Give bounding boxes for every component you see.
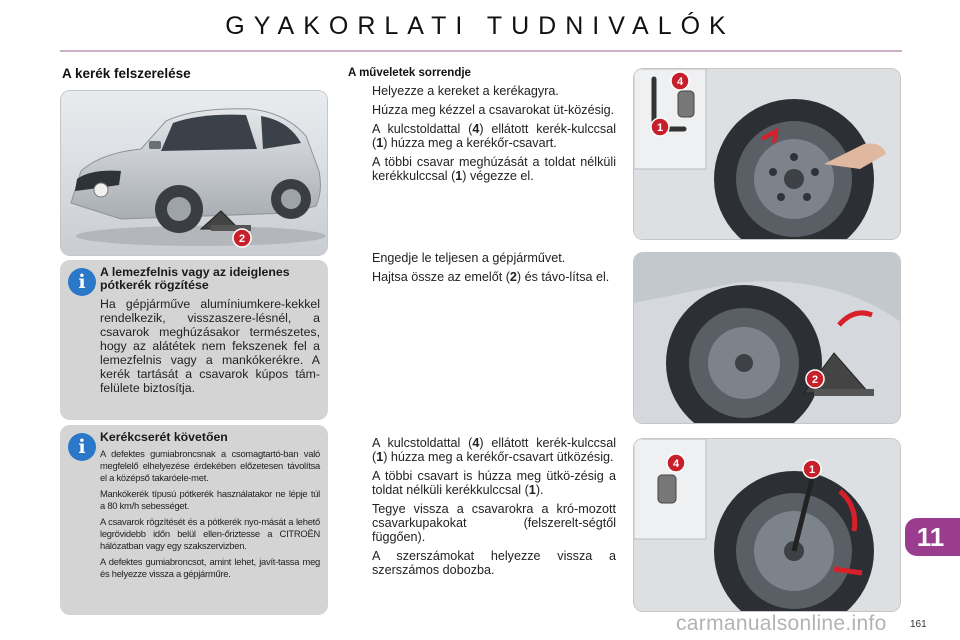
info-box-title: A lemezfelnis vagy az ideiglenes pótkerék rögzítése [100,265,290,292]
svg-text:1: 1 [808,464,816,476]
step-item: A kulcstoldattal (4) ellátott kerék-kulccsal (1) húzza meg a kerékőr-csavart. [372,122,617,150]
steps-title: A műveletek sorrendje [348,67,471,79]
step-item: Hajtsa össze az emelőt (2) és távo-lítsa el. [372,270,610,284]
info-icon: i [68,433,96,461]
svg-text:4: 4 [676,76,684,88]
chapter-tab: 11 [905,518,960,556]
jack-lowering-photo [633,252,901,424]
step-item: A többi csavar meghúzását a toldat nélküli kerékkulccsal (1) végezze el. [372,155,616,183]
step-item: Helyezze a kereket a kerékagyra. [372,84,559,98]
car-jack-photo [60,90,328,256]
svg-text:2: 2 [811,374,819,386]
info-paragraph: A csavarok rögzítését és a pótkerék nyo-mását a lehető legrövidebb időn belül ellen-őriztesse a CITROËN hálózatban vagy egy szakszervizben. [100,516,320,551]
step-item: A szerszámokat helyezze vissza a szerszámos dobozba. [372,549,616,577]
step-item: Tegye vissza a csavarokra a kró-mozott csavarkupakokat (felszerelt-ségtől függően). [372,502,616,544]
wheel-tighten-photo [633,68,901,240]
svg-text:2: 2 [238,233,246,245]
info-box-title: Kerékcserét követően [100,430,228,444]
info-box-after-wheel-change [60,425,328,615]
info-paragraph: A defektes gumiabroncsot, amint lehet, javít-tassa meg és helyezze vissza a gépjárműre. [100,556,320,579]
svg-text:1: 1 [656,122,664,134]
step-item: A többi csavart is húzza meg ütkö-zésig a toldat nélküli kerékkulccsal (1). [372,469,616,497]
header-divider [60,50,902,52]
callout-1-badge [651,118,669,136]
info-paragraph: A defektes gumiabroncsnak a csomagtartó-ban való megfelelő elhelyezése érdekében előzetesen távolítsa el a középső takaróele-met. [100,448,320,483]
step-item: A kulcstoldattal (4) ellátott kerék-kulccsal (1) húzza meg a kerékőr-csavart ütközésig. [372,436,617,464]
step-item: Engedje le teljesen a gépjárművet. [372,251,566,265]
section-title: A kerék felszerelése [62,66,191,81]
step-item: Húzza meg kézzel a csavarokat üt-közésig. [372,103,615,117]
wheel-final-tighten-photo [633,438,901,612]
info-paragraph: Mankókerék típusú pótkerék használatakor ne lépje túl a 80 km/h sebességet. [100,488,320,511]
watermark: carmanualsonline.info [676,612,887,635]
info-box-text: Ha gépjárműve alumíniumkere-kekkel rendelkezik, visszaszere-lésnél, a csavarok meghúzásakor természetes, hogy az alátétek nem fekszenek fel a lemezfelnis vagy a mankókerékre. A kerék tartását a csavarok kúpos tám-felülete biztosítja. [100,297,320,395]
callout-1-badge [803,460,821,478]
page-title: GYAKORLATI TUDNIVALÓK [225,12,735,40]
steps-group-1 [348,84,616,188]
callout-4-badge [671,72,689,90]
callout-4-badge [667,454,685,472]
info-icon: i [68,268,96,296]
steps-group-3 [348,436,616,582]
callout-2-badge [233,229,251,247]
page-number: 161 [910,619,927,630]
svg-text:4: 4 [672,458,680,470]
info-box-alloy-wheels [60,260,328,420]
callout-2-badge [806,370,824,388]
steps-group-2 [348,251,616,289]
